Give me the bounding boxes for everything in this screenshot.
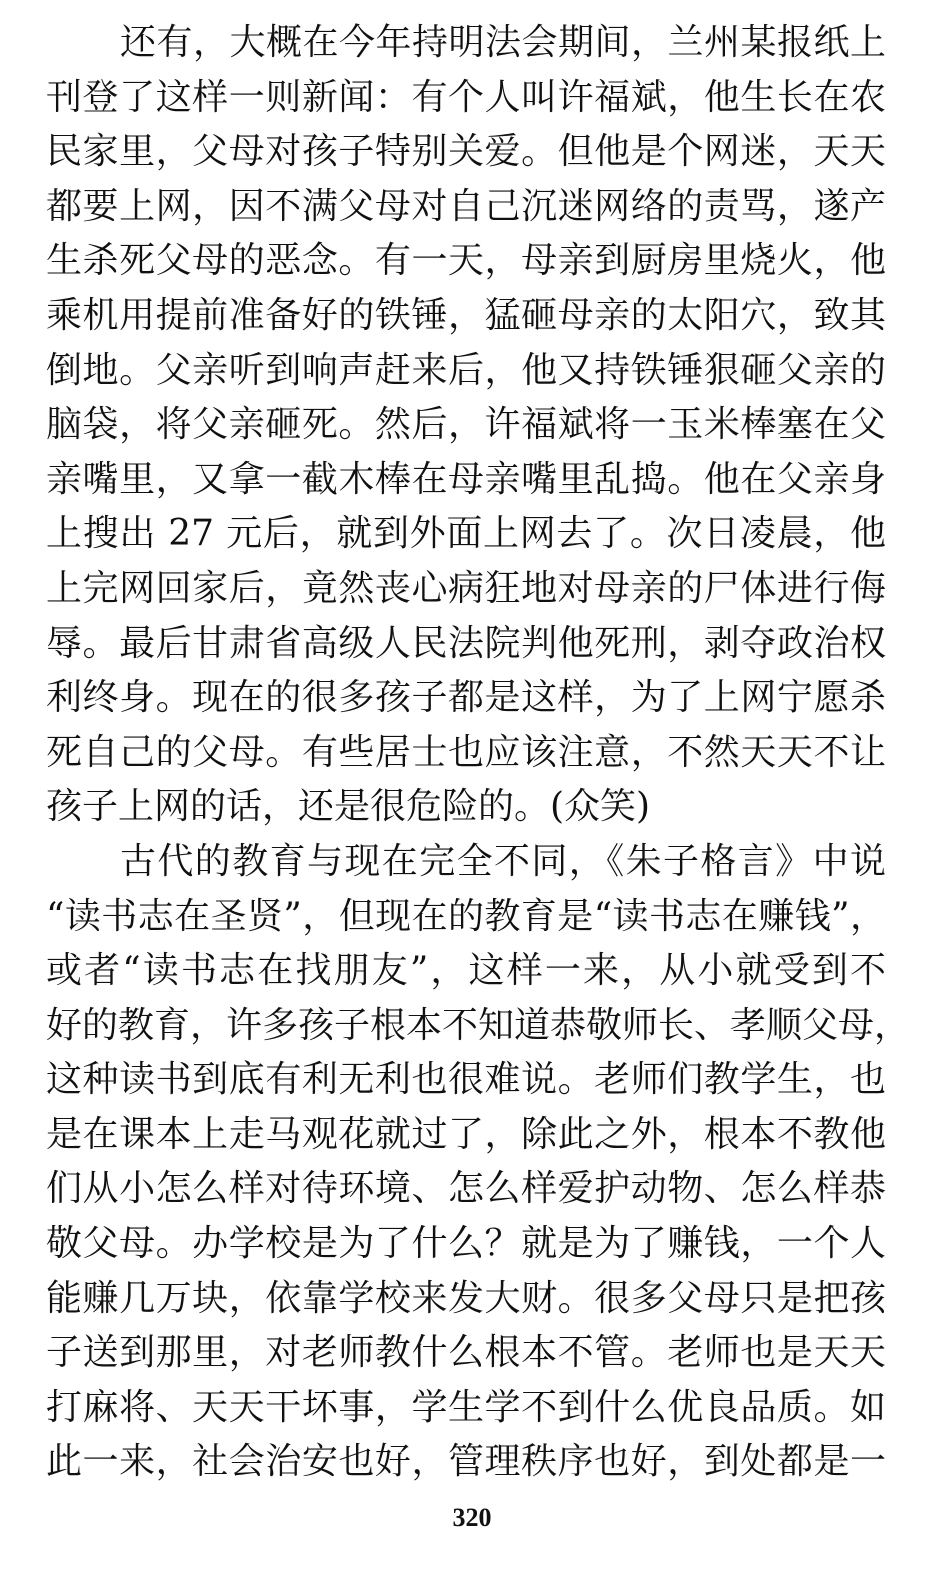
text-line: 还有，大概在今年持明法会期间，兰州某报纸上 <box>120 22 886 63</box>
text-line: 子送到那里，对老师教什么根本不管。老师也是天天 <box>46 1332 886 1374</box>
text-line: 辱。最后甘肃省高级人民法院判他死刑，剥夺政治权 <box>46 622 886 664</box>
text-line: “读书志在圣贤”，但现在的教育是“读书志在赚钱”， <box>46 895 886 937</box>
text-line: 生杀死父母的恶念。有一天，母亲到厨房里烧火，他 <box>46 240 886 282</box>
text-line: 此一来，社会治安也好，管理秩序也好，到处都是一 <box>46 1441 886 1483</box>
text-line: 民家里，父母对孩子特别关爱。但他是个网迷，天天 <box>46 131 886 173</box>
text-line: 上完网回家后，竟然丧心病狂地对母亲的尸体进行侮 <box>46 567 886 609</box>
text-line: 上搜出 27 元后，就到外面上网去了。次日凌晨，他 <box>46 513 886 555</box>
text-line: 利终身。现在的很多孩子都是这样，为了上网宁愿杀 <box>46 677 886 719</box>
paragraph-2 <box>46 835 911 1490</box>
text-line: 刊登了这样一则新闻：有个人叫许福斌，他生长在农 <box>46 76 886 118</box>
text-line: 敬父母。办学校是为了什么？就是为了赚钱，一个人 <box>46 1223 886 1265</box>
text-line: 都要上网，因不满父母对自己沉迷网络的责骂，遂产 <box>46 185 886 227</box>
text-line: 脑袋，将父亲砸死。然后，许福斌将一玉米棒塞在父 <box>46 404 886 446</box>
text-line: 好的教育，许多孩子根本不知道恭敬师长、孝顺父母， <box>46 1004 911 1046</box>
text-line: 打麻将、天天干坏事，学生学不到什么优良品质。如 <box>46 1386 886 1428</box>
text-line: 亲嘴里，又拿一截木棒在母亲嘴里乱捣。他在父亲身 <box>46 458 886 500</box>
text-line: 是在课本上走马观花就过了，除此之外，根本不教他 <box>46 1113 886 1155</box>
text-line: 孩子上网的话，还是很危险的。(众笑) <box>46 786 651 828</box>
body-text <box>46 16 911 1490</box>
page-number: 320 <box>452 1503 492 1532</box>
text-line: 死自己的父母。有些居士也应该注意，不然天天不让 <box>46 731 886 773</box>
text-line: 或者“读书志在找朋友”，这样一来，从小就受到不 <box>46 950 886 992</box>
text-line: 古代的教育与现在完全不同，《朱子格言》中说 <box>120 840 886 882</box>
text-line: 倒地。父亲听到响声赶来后，他又持铁锤狠砸父亲的 <box>46 349 886 391</box>
text-line: 们从小怎么样对待环境、怎么样爱护动物、怎么样恭 <box>46 1168 886 1210</box>
paragraph-1 <box>46 16 886 835</box>
text-line: 乘机用提前准备好的铁锤，猛砸母亲的太阳穴，致其 <box>46 294 886 336</box>
text-line: 这种读书到底有利无利也很难说。老师们教学生，也 <box>46 1059 886 1101</box>
text-line: 能赚几万块，依靠学校来发大财。很多父母只是把孩 <box>46 1277 886 1319</box>
